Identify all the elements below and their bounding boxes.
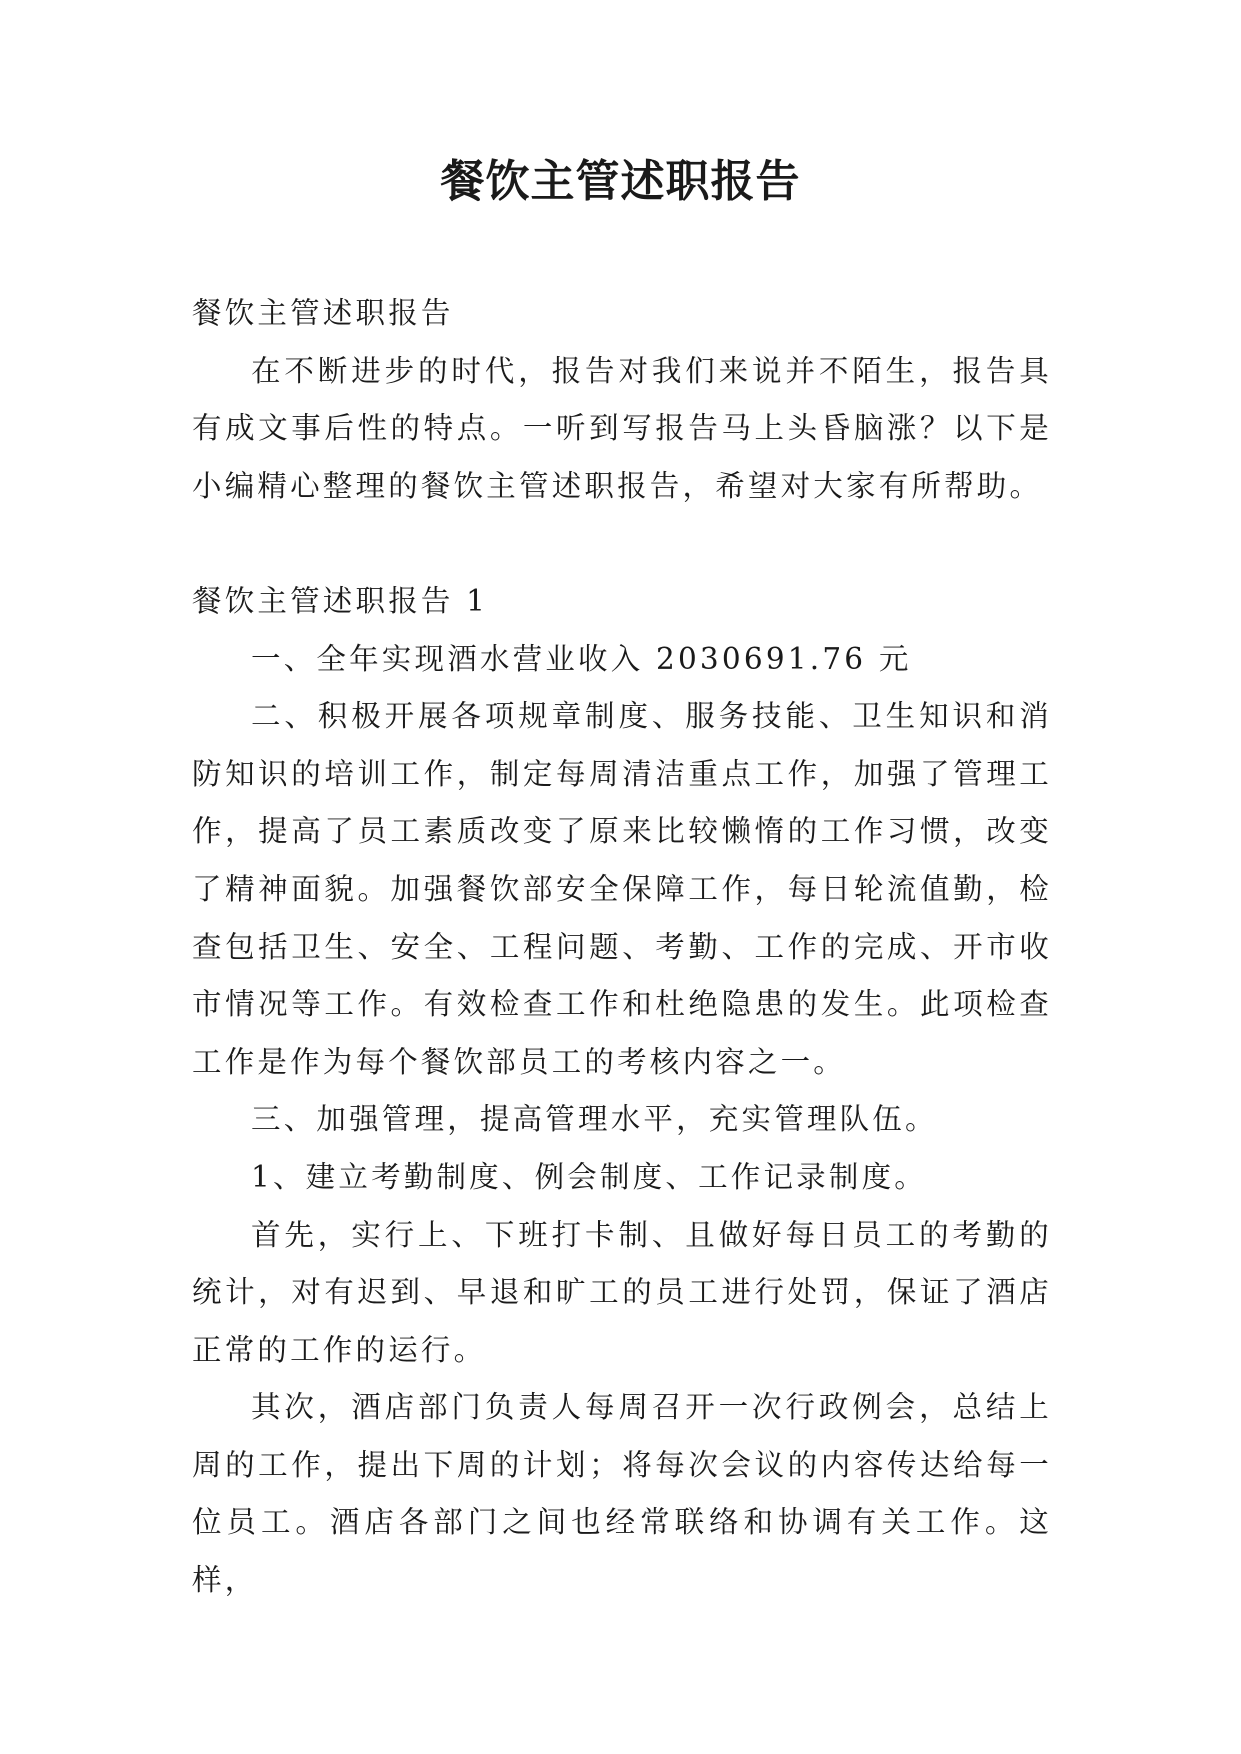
body-paragraph: 一、全年实现酒水营业收入 2030691.76 元 [251,641,912,676]
body-paragraph: 1、建立考勤制度、例会制度、工作记录制度。 [251,1159,927,1194]
document-title: 餐饮主管述职报告 [440,156,801,207]
body-paragraph: 二、积极开展各项规章制度、服务技能、卫生知识和消防知识的培训工作，制定每周清洁重点工作，加强了管理工作，提高了员工素质改变了原来比较懒惰的工作习惯，改变了精神面貌。加强餐饮部安全保障工作，每日轮流值勤，检查包括卫生、安全、工程问题、考勤、工作的完成、开市收市情况等工作。有效检查工作和杜绝隐患的发生。此项检查工作是作为每个餐饮部员工的考核内容之一。 [192,699,1052,1079]
paragraph-spacer [192,515,1052,573]
document-body [192,285,1052,1610]
section-heading-report-1: 餐饮主管述职报告 1 [192,583,489,618]
section-heading-intro: 餐饮主管述职报告 [192,296,454,330]
intro-paragraph: 在不断进步的时代，报告对我们来说并不陌生，报告具有成文事后性的特点。一听到写报告马上头昏脑涨？以下是小编精心整理的餐饮主管述职报告，希望对大家有所帮助。 [192,353,1052,503]
body-paragraph: 首先，实行上、下班打卡制、且做好每日员工的考勤的统计，对有迟到、早退和旷工的员工进行处罚，保证了酒店正常的工作的运行。 [192,1217,1052,1367]
body-paragraph: 三、加强管理，提高管理水平，充实管理队伍。 [251,1102,938,1137]
body-paragraph: 其次，酒店部门负责人每周召开一次行政例会，总结上周的工作，提出下周的计划；将每次会议的内容传达给每一位员工。酒店各部门之间也经常联络和协调有关工作。这样， [192,1390,1052,1598]
